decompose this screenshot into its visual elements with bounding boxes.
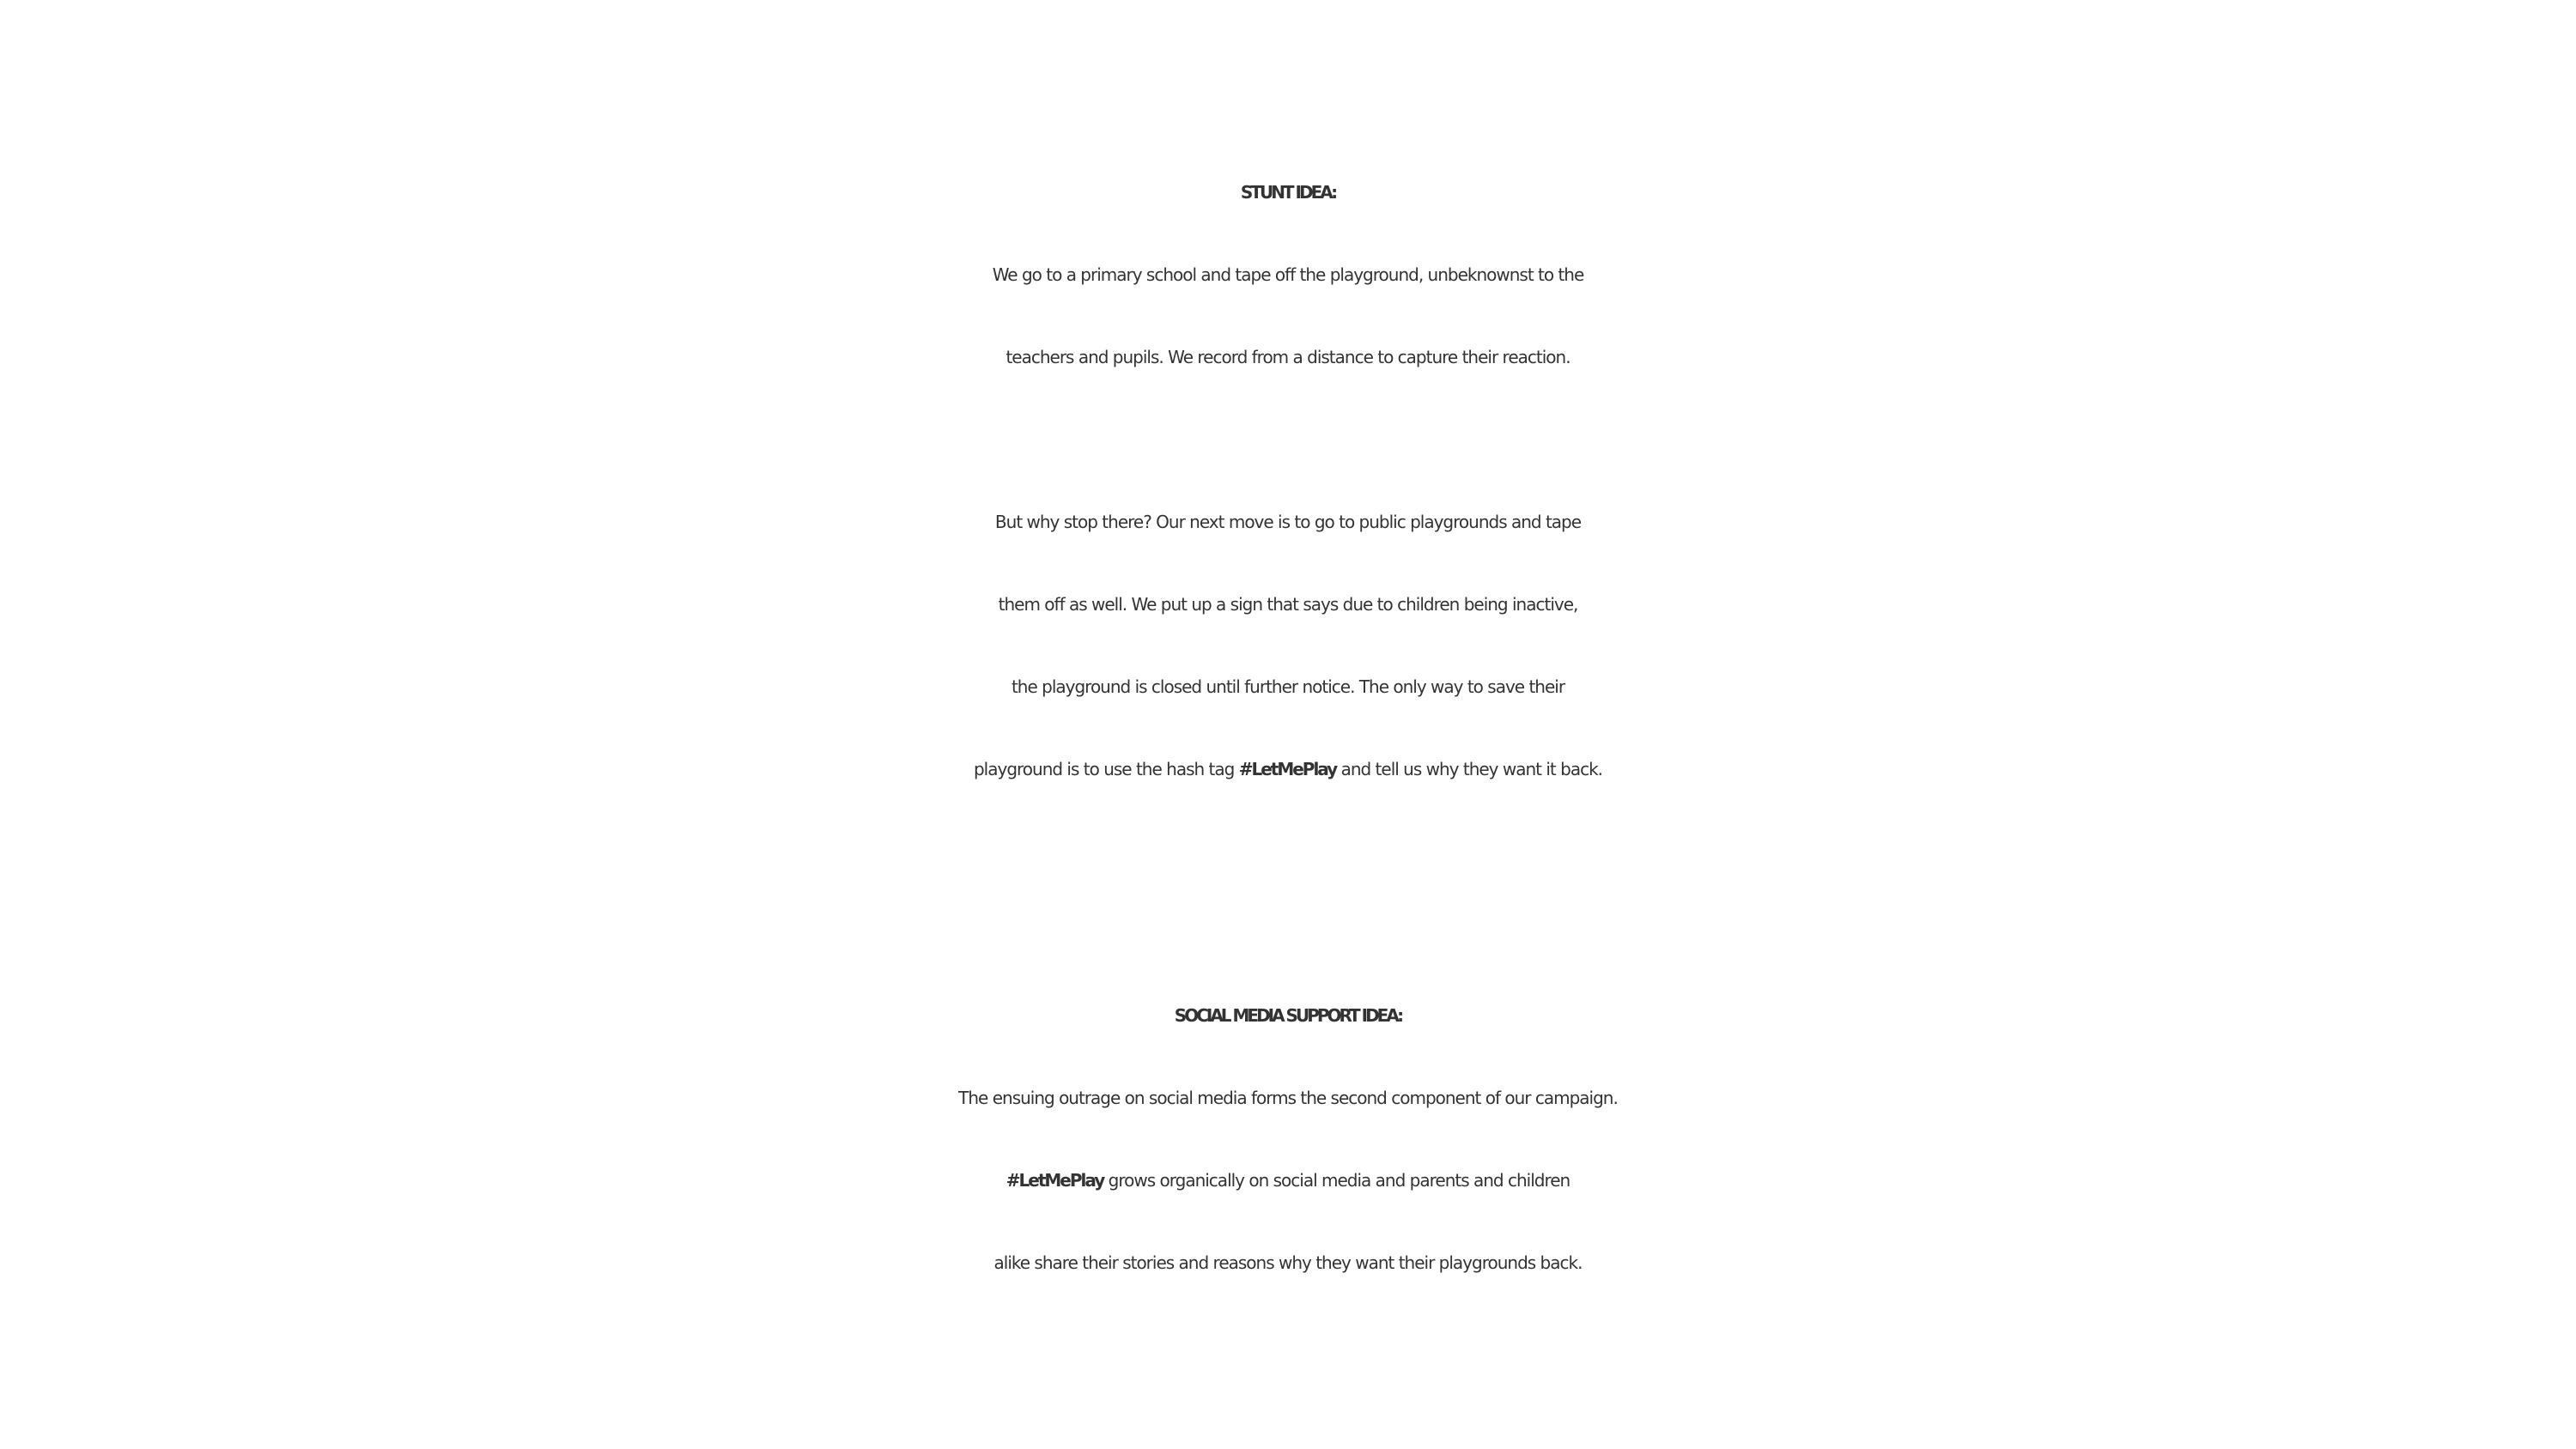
stunt-paragraph-2-line-4 bbox=[0, 728, 2576, 810]
line-text-after-hashtag: and tell us why they want it back. bbox=[1336, 759, 1603, 779]
stunt-paragraph-2-line-1: But why stop there? Our next move is to go to public playgrounds and tape bbox=[994, 512, 1582, 532]
stunt-paragraph-1-line-1: We go to a primary school and tape off the playground, unbeknownst to the bbox=[992, 264, 1584, 285]
social-line-1: The ensuing outrage on social media forms the second component of our campaign. bbox=[958, 1088, 1618, 1108]
stunt-paragraph-2-line-2: them off as well. We put up a sign that says due to children being inactive, bbox=[998, 594, 1578, 615]
hashtag-letmeplay: #LetMePlay bbox=[1005, 1170, 1104, 1191]
line-text-before-hashtag: playground is to use the hash tag bbox=[973, 759, 1239, 779]
line-text-after-hashtag: grows organically on social media and parents and children bbox=[1103, 1170, 1571, 1191]
social-line-3: alike share their stories and reasons why they want their playgrounds back. bbox=[993, 1252, 1583, 1273]
stunt-heading: STUNT IDEA: bbox=[1240, 182, 1336, 203]
stunt-paragraph-2-line-3: the playground is closed until further notice. The only way to save their bbox=[1011, 676, 1565, 697]
hashtag-letmeplay: #LetMePlay bbox=[1238, 759, 1337, 779]
social-heading: SOCIAL MEDIA SUPPORT IDEA: bbox=[1174, 1005, 1402, 1026]
social-line-2 bbox=[0, 1139, 2576, 1222]
stunt-paragraph-1-line-2: teachers and pupils. We record from a distance to capture their reaction. bbox=[1005, 347, 1571, 367]
